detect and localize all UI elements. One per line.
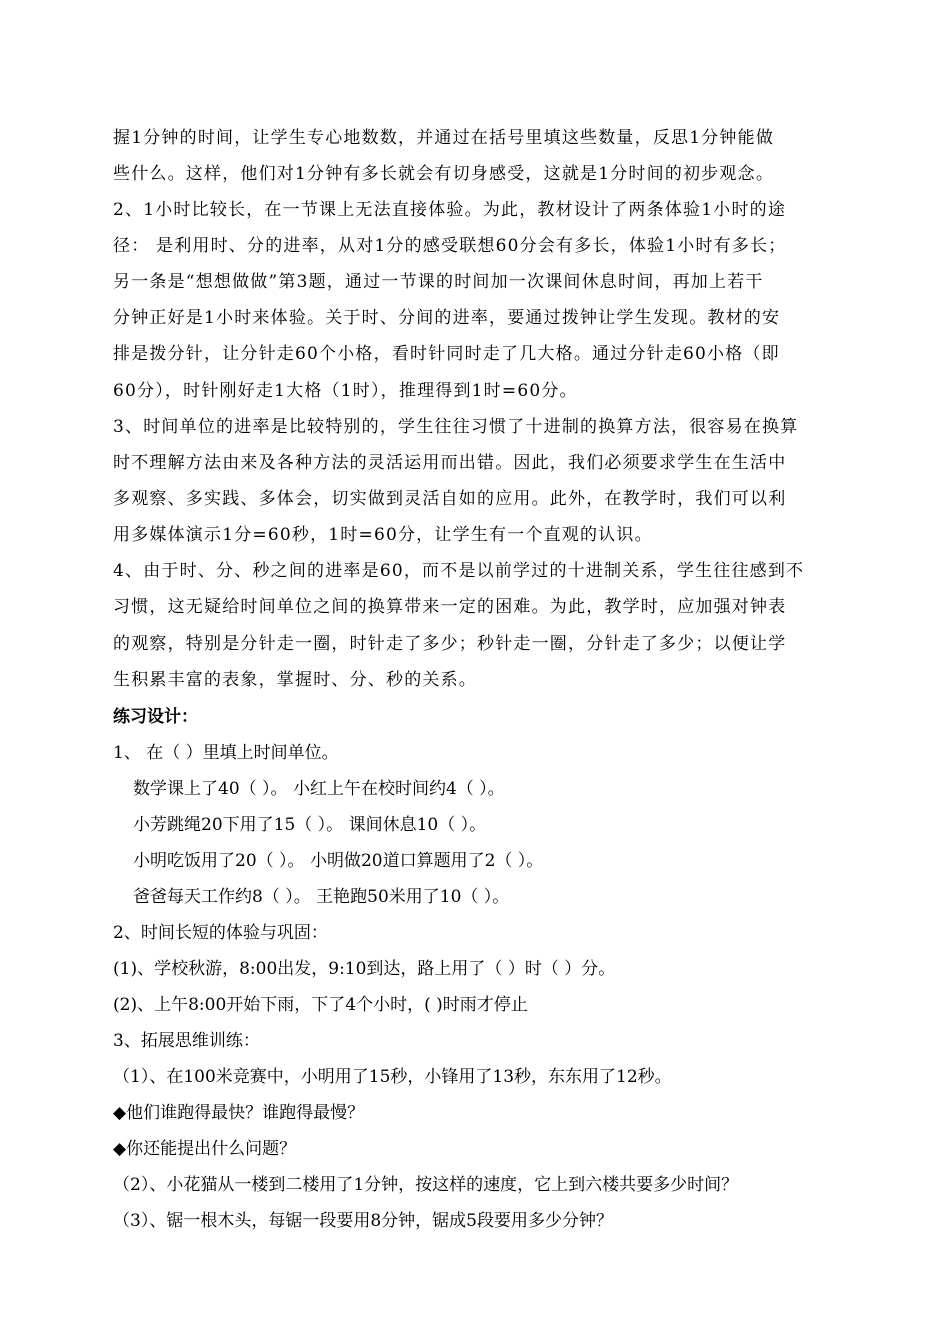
paragraph-line: 用多媒体演示1分=60秒，1时=60分，让学生有一个直观的认识。 <box>113 525 653 545</box>
paragraph-line: 另一条是“想想做做”第3题，通过一节课的时间加一次课间休息时间，再加上若干 <box>113 272 764 292</box>
paragraph-line: 分钟正好是1小时来体验。关于时、分间的进率，要通过拨钟让学生发现。教材的安 <box>113 308 781 328</box>
paragraph-line: 握1分钟的时间，让学生专心地数数，并通过在括号里填这些数量，反思1分钟能做 <box>113 128 775 148</box>
question-line: 小芳跳绳20下用了15（ ）。 课间休息10（ ）。 <box>133 815 487 835</box>
question-line: 爸爸每天工作约8（ ）。 王艳跑50米用了10（ ）。 <box>133 887 510 907</box>
question-line: （2）、小花猫从一楼到二楼用了1分钟，按这样的速度，它上到六楼共要多少时间？ <box>113 1175 739 1195</box>
paragraph-line: 时不理解方法由来及各种方法的灵活运用而出错。因此，我们必须要求学生在生活中 <box>113 453 787 473</box>
paragraph-line: 生积累丰富的表象，掌握时、分、秒的关系。 <box>113 670 477 690</box>
paragraph-line: 径： 是利用时、分的进率，从对1分的感受联想60分会有多长，体验1小时有多长； <box>113 236 787 256</box>
paragraph-line: 的观察，特别是分针走一圈，时针走了多少；秒针走一圈，分针走了多少；以便让学 <box>113 634 787 654</box>
paragraph-line: 习惯，这无疑给时间单位之间的换算带来一定的困难。为此，教学时，应加强对钟表 <box>113 597 787 617</box>
question-line: 数学课上了40（ ）。 小红上午在校时间约4（ ）。 <box>133 779 505 799</box>
paragraph-line: 4、由于时、分、秒之间的进率是60，而不是以前学过的十进制关系，学生往往感到不 <box>113 561 805 581</box>
question-line: 1、 在（ ）里填上时间单位。 <box>113 743 339 763</box>
question-line: ◆你还能提出什么问题？ <box>113 1139 297 1159</box>
paragraph-line: 排是拨分针，让分针走60个小格，看时针同时走了几大格。通过分针走60小格（即 <box>113 344 780 364</box>
question-line: (2)、上午8:00开始下雨，下了4个小时，( )时雨才停止 <box>113 995 528 1015</box>
paragraph-line: 3、时间单位的进率是比较特别的，学生往往习惯了十进制的换算方法，很容易在换算 <box>113 417 799 437</box>
question-line: （1）、在100米竞赛中，小明用了15秒，小锋用了13秒，东东用了12秒。 <box>113 1067 672 1087</box>
paragraph-line: 些什么。这样，他们对1分钟有多长就会有切身感受，这就是1分时间的初步观念。 <box>113 164 775 184</box>
question-line: (1)、学校秋游，8:00出发，9:10到达，路上用了（ ）时（ ）分。 <box>113 959 616 979</box>
paragraph-line: 60分），时针刚好走1大格（1时），推理得到1时=60分。 <box>113 381 578 401</box>
question-line: 2、时间长短的体验与巩固： <box>113 923 328 943</box>
section-heading: 练习设计： <box>113 707 198 727</box>
paragraph-line: 多观察、多实践、多体会，切实做到灵活自如的应用。此外，在教学时，我们可以利 <box>113 489 787 509</box>
question-line: （3）、锯一根木头，每锯一段要用8分钟，锯成5段要用多少分钟？ <box>113 1211 613 1231</box>
question-line: 小明吃饭用了20（ ）。 小明做20道口算题用了2（ ）。 <box>133 851 544 871</box>
question-line: 3、拓展思维训练： <box>113 1031 260 1051</box>
paragraph-line: 2、1小时比较长，在一节课上无法直接体验。为此，教材设计了两条体验1小时的途 <box>113 200 787 220</box>
question-line: ◆他们谁跑得最快？谁跑得最慢？ <box>113 1103 365 1123</box>
